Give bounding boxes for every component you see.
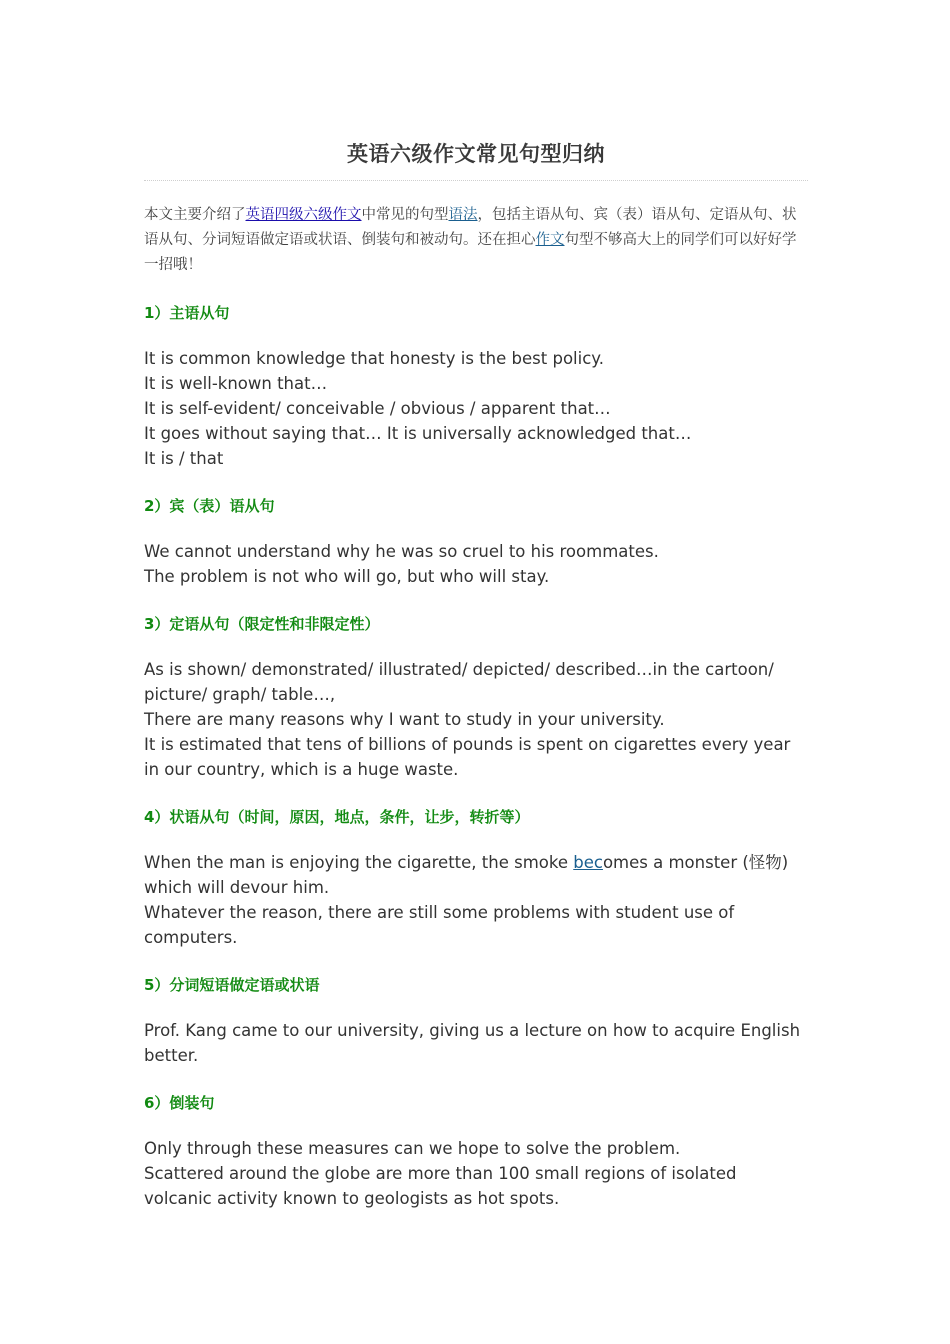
example-sentence: It goes without saying that… It is universally acknowledged that… xyxy=(144,424,692,443)
link-grammar[interactable]: 语法 xyxy=(448,207,478,223)
example-sentence: Only through these measures can we hope to solve the problem. xyxy=(144,1139,681,1158)
example-sentence: Scattered around the globe are more than 100 small regions of isolated volcanic activity known to geologists as hot spots. xyxy=(144,1164,737,1208)
section-heading-attributive-clause: 3）定语从句（限定性和非限定性） xyxy=(144,615,380,633)
page-title: 英语六级作文常见句型归纳 xyxy=(347,141,605,166)
example-sentence xyxy=(144,850,808,900)
section-body-object-clause xyxy=(144,539,808,589)
intro-paragraph xyxy=(144,203,808,278)
section-heading-adverbial-clause: 4）状语从句（时间，原因，地点，条件，让步，转折等） xyxy=(144,808,530,826)
example-sentence: It is well-known that… xyxy=(144,374,328,393)
link-writing[interactable]: 作文 xyxy=(535,232,565,248)
example-sentence: Whatever the reason, there are still some problems with student use of computers. xyxy=(144,903,735,947)
link-cet-writing[interactable]: 英语四级六级作文 xyxy=(245,207,362,223)
example-sentence: Prof. Kang came to our university, giving us a lecture on how to acquire English better. xyxy=(144,1021,801,1065)
document-page xyxy=(144,138,808,1211)
intro-text-2: 中常见的句型 xyxy=(361,207,449,223)
example-sentence: The problem is not who will go, but who will stay. xyxy=(144,567,550,586)
sentence-text-after-link: omes a monster (怪物) which will devour him. xyxy=(144,853,789,897)
example-sentence: It is / that xyxy=(144,449,224,468)
example-sentence: There are many reasons why I want to study in your university. xyxy=(144,710,665,729)
example-sentence: As is shown/ demonstrated/ illustrated/ depicted/ described…in the cartoon/ picture/ graph/ table…, xyxy=(144,660,774,704)
section-heading-subject-clause: 1）主语从句 xyxy=(144,304,230,322)
sentence-text-before-link: When the man is enjoying the cigarette, the smoke xyxy=(144,853,574,872)
example-sentence: It is estimated that tens of billions of pounds is spent on cigarettes every year in our country, which is a huge waste. xyxy=(144,735,791,779)
section-body-inversion xyxy=(144,1136,808,1211)
section-heading-participle-phrase: 5）分词短语做定语或状语 xyxy=(144,976,320,994)
example-sentence: It is self-evident/ conceivable / obvious / apparent that… xyxy=(144,399,611,418)
section-body-adverbial-clause xyxy=(144,850,808,950)
section-heading-inversion: 6）倒装句 xyxy=(144,1094,215,1112)
intro-text-3: ，包括主语从句、宾（表）语从句、定语从句、状语从句、分词短语做定语或状语、倒装句和被动句。还在担心 xyxy=(144,207,797,248)
example-sentence: We cannot understand why he was so cruel to his roommates. xyxy=(144,542,659,561)
example-sentence: It is common knowledge that honesty is the best policy. xyxy=(144,349,604,368)
section-body-subject-clause xyxy=(144,346,808,471)
section-heading-object-clause: 2）宾（表）语从句 xyxy=(144,497,275,515)
intro-text-1: 本文主要介绍了 xyxy=(144,207,246,223)
intro-text-4: 句型不够高大上的同学们可以好好学一招哦！ xyxy=(144,232,797,273)
link-becomes[interactable]: bec xyxy=(573,853,603,872)
title-divider xyxy=(144,180,808,181)
section-body-participle-phrase xyxy=(144,1018,808,1068)
section-body-attributive-clause xyxy=(144,657,808,782)
